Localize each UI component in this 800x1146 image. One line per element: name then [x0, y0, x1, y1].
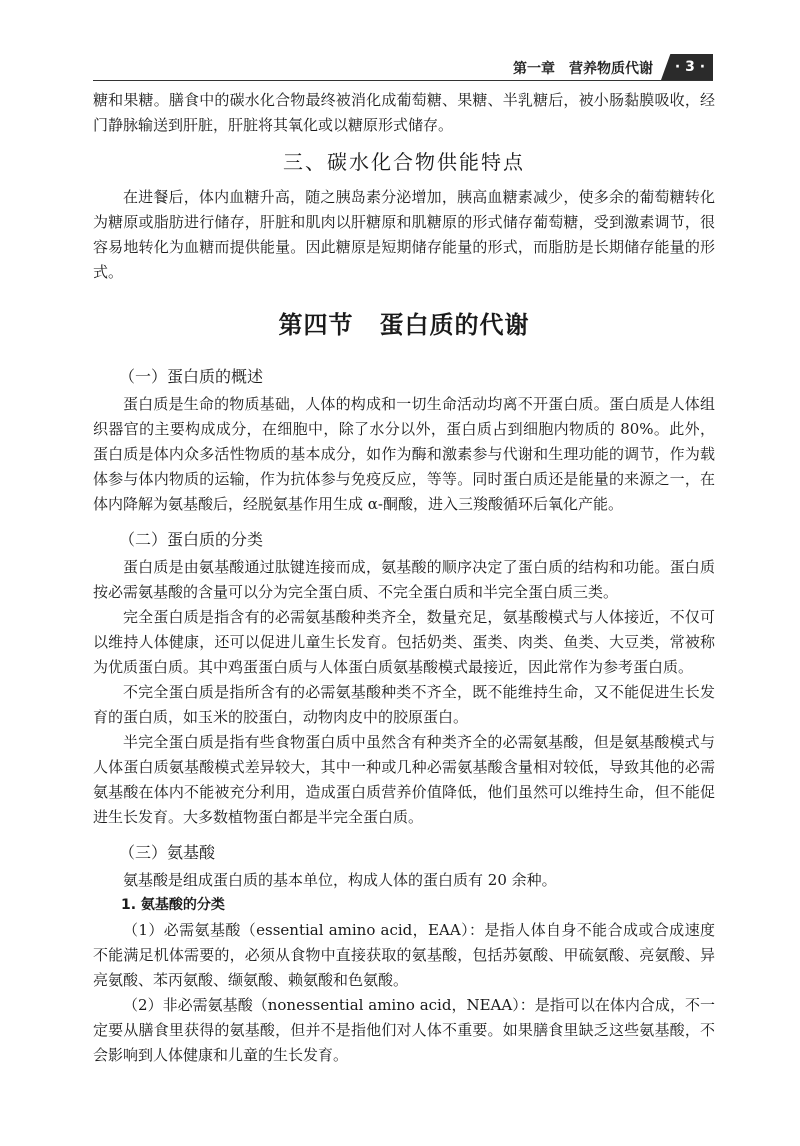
paragraph-continuation: 糖和果糖。膳食中的碳水化合物最终被消化成葡萄糖、果糖、半乳糖后，被小肠黏膜吸收，经门静脉输送到肝脏，肝脏将其氧化或以糖原形式储存。	[93, 91, 715, 134]
paragraph-protein-overview: 蛋白质是生命的物质基础，人体的构成和一切生命活动均离不开蛋白质。蛋白质是人体组织器官的主要构成成分，在细胞中，除了水分以外，蛋白质占到细胞内物质的 80%。此外，蛋白质是体内众多活性物质的基本成分，如作为酶和激素参与代谢和生理功能的调节，作为载体参与体内物质的运输，作为抗体参与免疫反应，等等。同时蛋白质还是能量的来源之一，在体内降解为氨基酸后，经脱氨基作用生成 α-酮酸，进入三羧酸循环后氧化产能。	[93, 395, 715, 513]
chapter-title: 第一章 营养物质代谢	[513, 61, 653, 77]
paragraph-amino-acid-intro: 氨基酸是组成蛋白质的基本单位，构成人体的蛋白质有 20 余种。	[123, 871, 557, 889]
section-heading	[93, 305, 715, 345]
heading-protein-overview: （一）蛋白质的概述	[119, 367, 264, 386]
running-header	[93, 52, 713, 82]
subsection-heading-energy-supply: 三、碳水化合物供能特点	[283, 150, 525, 174]
header-rule	[93, 80, 713, 81]
page-number: · 3 ·	[674, 59, 706, 75]
paragraph-classification-intro: 蛋白质是由氨基酸通过肽键连接而成，氨基酸的顺序决定了蛋白质的结构和功能。蛋白质按必需氨基酸的含量可以分为完全蛋白质、不完全蛋白质和半完全蛋白质三类。	[93, 558, 715, 601]
paragraph-energy-storage: 在进餐后，体内血糖升高，随之胰岛素分泌增加，胰高血糖素减少，使多余的葡萄糖转化为糖原或脂肪进行储存，肝脏和肌肉以肝糖原和肌糖原的形式储存葡萄糖，受到激素调节，很容易地转化为血糖而提供能量。因此糖原是短期储存能量的形式，而脂肪是长期储存能量的形式。	[93, 188, 715, 281]
paragraph-semi-complete-protein: 半完全蛋白质是指有些食物蛋白质中虽然含有种类齐全的必需氨基酸，但是氨基酸模式与人体蛋白质氨基酸模式差异较大，其中一种或几种必需氨基酸含量相对较低，导致其他的必需氨基酸在体内不能被充分利用，造成蛋白质营养价值降低，他们虽然可以维持生命，但不能促进生长发育。大多数植物蛋白都是半完全蛋白质。	[93, 733, 715, 826]
section-title: 蛋白质的代谢	[379, 310, 530, 339]
paragraph-nonessential-amino-acid: （2）非必需氨基酸（nonessential amino acid，NEAA）：是指可以在体内合成，不一定要从膳食里获得的氨基酸，但并不是指他们对人体不重要。如果膳食里缺乏这些氨基酸，不会影响到人体健康和儿童的生长发育。	[93, 996, 715, 1064]
paragraph-complete-protein: 完全蛋白质是指含有的必需氨基酸种类齐全，数量充足，氨基酸模式与人体接近，不仅可以维持人体健康，还可以促进儿童生长发育。包括奶类、蛋类、肉类、鱼类、大豆类，常被称为优质蛋白质。其中鸡蛋蛋白质与人体蛋白质氨基酸模式最接近，因此常作为参考蛋白质。	[93, 608, 715, 676]
page-body	[93, 88, 715, 1068]
heading-amino-acid-classification: 1. 氨基酸的分类	[121, 897, 225, 913]
paragraph-essential-amino-acid: （1）必需氨基酸（essential amino acid，EAA）：是指人体自身不能合成或合成速度不能满足机体需要的，必须从食物中直接获取的氨基酸，包括苏氨酸、甲硫氨酸、亮氨酸、异亮氨酸、苯丙氨酸、缬氨酸、赖氨酸和色氨酸。	[93, 921, 715, 989]
heading-protein-classification: （二）蛋白质的分类	[119, 530, 264, 549]
paragraph-incomplete-protein: 不完全蛋白质是指所含有的必需氨基酸种类不齐全，既不能维持生命，又不能促进生长发育的蛋白质，如玉米的胶蛋白，动物肉皮中的胶原蛋白。	[93, 683, 715, 726]
heading-amino-acid: （三）氨基酸	[119, 843, 216, 862]
section-label: 第四节	[278, 310, 354, 339]
